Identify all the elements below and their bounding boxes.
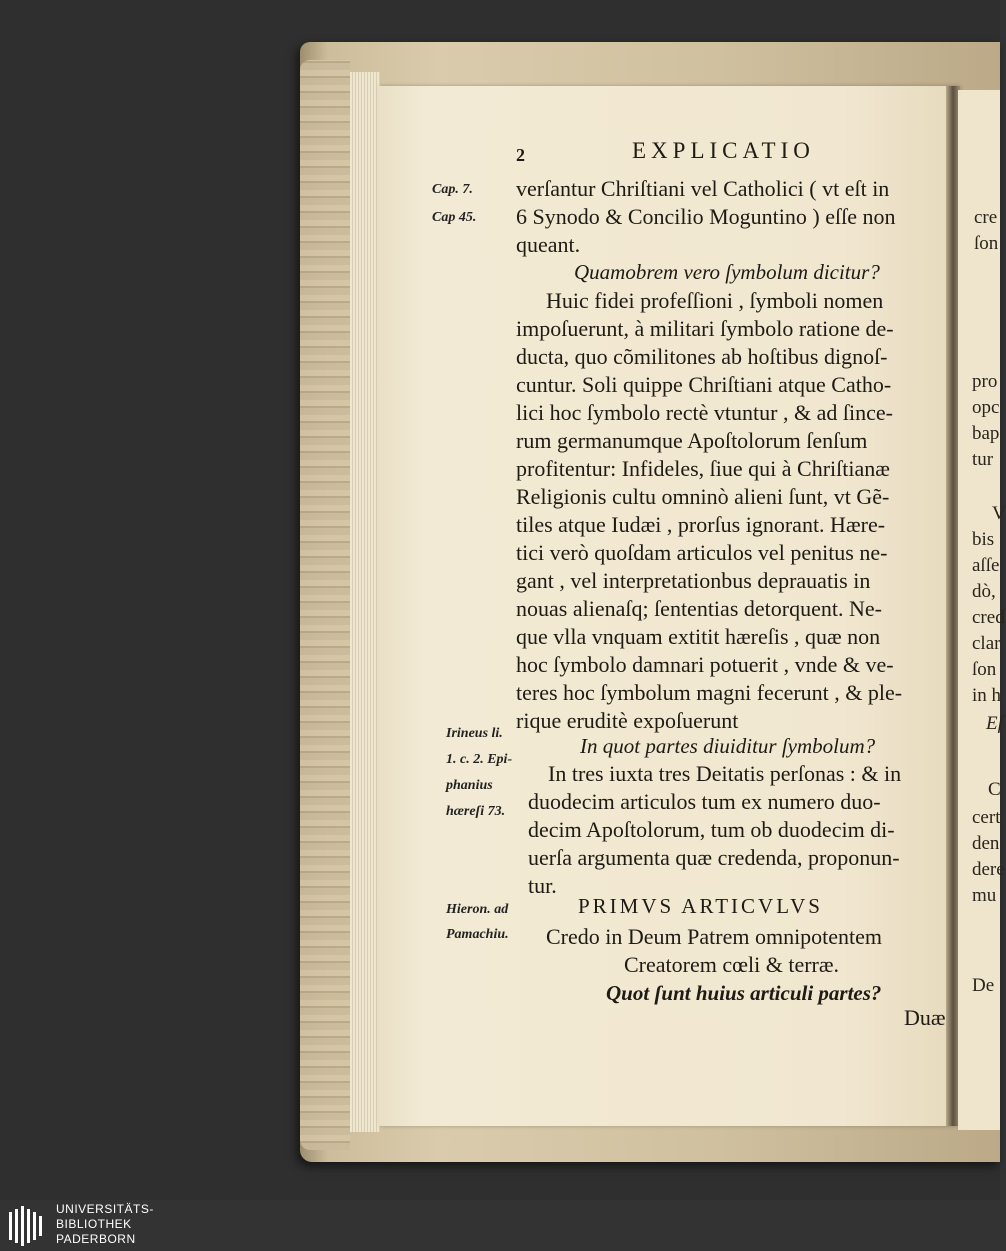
marginal-note: hæreſi 73. [446, 804, 506, 819]
text-line: In tres iuxta tres Deitatis perſonas : & in [548, 761, 902, 786]
text-line: tur. [528, 873, 557, 898]
catchword: Duæ [904, 1005, 946, 1030]
marginal-note: phanius [446, 778, 493, 793]
text-line: decim Apoſtolorum, tum ob duodecim di- [528, 817, 895, 842]
text-line: 6 Synodo & Concilio Moguntino ) eſſe non [516, 204, 896, 229]
section-question: Quot ſunt huius articuli partes? [606, 981, 882, 1005]
facing-fragment: bap [972, 423, 1000, 444]
facing-fragment: dò, [972, 581, 996, 602]
marginal-note: Irineus li. [446, 726, 503, 741]
text-line: uerſa argumenta quæ credenda, proponun- [528, 845, 900, 870]
text-line: hoc ſymbolo damnari potuerit , vnde & ve- [516, 652, 894, 677]
text-line: tiles atque Iudæi , prorſus ignorant. Hære- [516, 512, 886, 537]
facing-fragment: ſon [972, 659, 997, 680]
facing-fragment: in h [972, 685, 1002, 706]
section-question: In quot partes diuiditur ſymbolum? [580, 734, 876, 758]
facing-fragment: mu [972, 885, 997, 906]
text-line: profitentur: Infideles, ſiue qui à Chriſtianæ [516, 456, 890, 481]
page-number: 2 [516, 145, 525, 165]
marginal-note: 1. c. 2. Epi- [446, 752, 513, 767]
text-line: teres hoc ſymbolum magni fecerunt , & ple- [516, 680, 903, 705]
facing-fragment: aſſe [972, 555, 1000, 576]
facing-fragment: C [988, 779, 1001, 800]
facing-fragment: V [992, 503, 1006, 524]
text-line: cuntur. Soli quippe Chriſtiani atque Catho- [516, 372, 892, 397]
text-line: Religionis cultu omninò alieni ſunt, vt Gẽ- [516, 484, 890, 509]
text-line: ducta, quo cõmilitones ab hoſtibus dignoſ- [516, 344, 888, 369]
text-line: rum germanumque Apoſtolorum ſenſum [516, 428, 868, 453]
text-line: lici hoc ſymbolo rectè vtuntur , & ad ſince- [516, 400, 893, 425]
facing-fragment: pro [972, 371, 998, 392]
library-logo-bar [0, 1200, 1000, 1251]
text-line: nouas alienaſq; ſententias detorquent. Ne- [516, 596, 882, 621]
page-edges [350, 72, 380, 1132]
facing-fragment: tur [972, 449, 994, 470]
marginal-note: Hieron. ad [446, 902, 509, 917]
text-line: verſantur Chriſtiani vel Catholici ( vt eſt in [516, 176, 890, 201]
facing-fragment: cred [972, 607, 1005, 628]
facing-fragment: opc [972, 397, 1000, 418]
running-head: EXPLICATIO [632, 138, 815, 163]
facing-fragment: De [972, 975, 995, 996]
facing-page [958, 90, 1006, 1130]
text-line: Credo in Deum Patrem omnipotentem [546, 924, 883, 949]
logo-text-line: BIBLIOTHEK [56, 1217, 132, 1231]
section-question: Quamobrem vero ſymbolum dicitur? [574, 260, 880, 284]
facing-fragment: bis [972, 529, 995, 550]
logo-text-line: PADERBORN [56, 1232, 136, 1246]
marginal-note: Cap 45. [432, 210, 477, 225]
text-line: tici verò quoſdam articulos vel penitus ne- [516, 540, 888, 565]
text-line: gant , vel interpretationbus deprauatis in [516, 568, 871, 593]
text-line: que vlla vnquam extitit hæreſis , quæ non [516, 624, 881, 649]
library-logo-icon [8, 1206, 46, 1246]
text-line: Creatorem cœli & terræ. [624, 952, 840, 977]
facing-fragment: cre [974, 207, 998, 228]
facing-fragment: den [972, 833, 1000, 854]
marginal-note: Cap. 7. [432, 182, 473, 197]
facing-fragment: cert [972, 807, 1001, 828]
text-line: Huic fidei profeſſioni , ſymboli nomen [546, 288, 884, 313]
text-line: rique eruditè expoſuerunt [516, 708, 739, 733]
book-spine-edge [300, 60, 350, 1150]
text-line: queant. [516, 232, 581, 257]
article-heading: PRIMVS ARTICVLVS [578, 894, 823, 918]
facing-fragment: Eſ [986, 713, 1003, 734]
facing-fragment: dere [972, 859, 1005, 880]
logo-text-line: UNIVERSITÄTS- [56, 1202, 154, 1216]
text-line: duodecim articulos tum ex numero duo- [528, 789, 881, 814]
facing-fragment: clar [972, 633, 1001, 654]
marginal-note: Pamachiu. [446, 927, 509, 942]
facing-fragment: ſon [974, 233, 999, 254]
text-line: impoſuerunt, à militari ſymbolo ratione de- [516, 316, 894, 341]
